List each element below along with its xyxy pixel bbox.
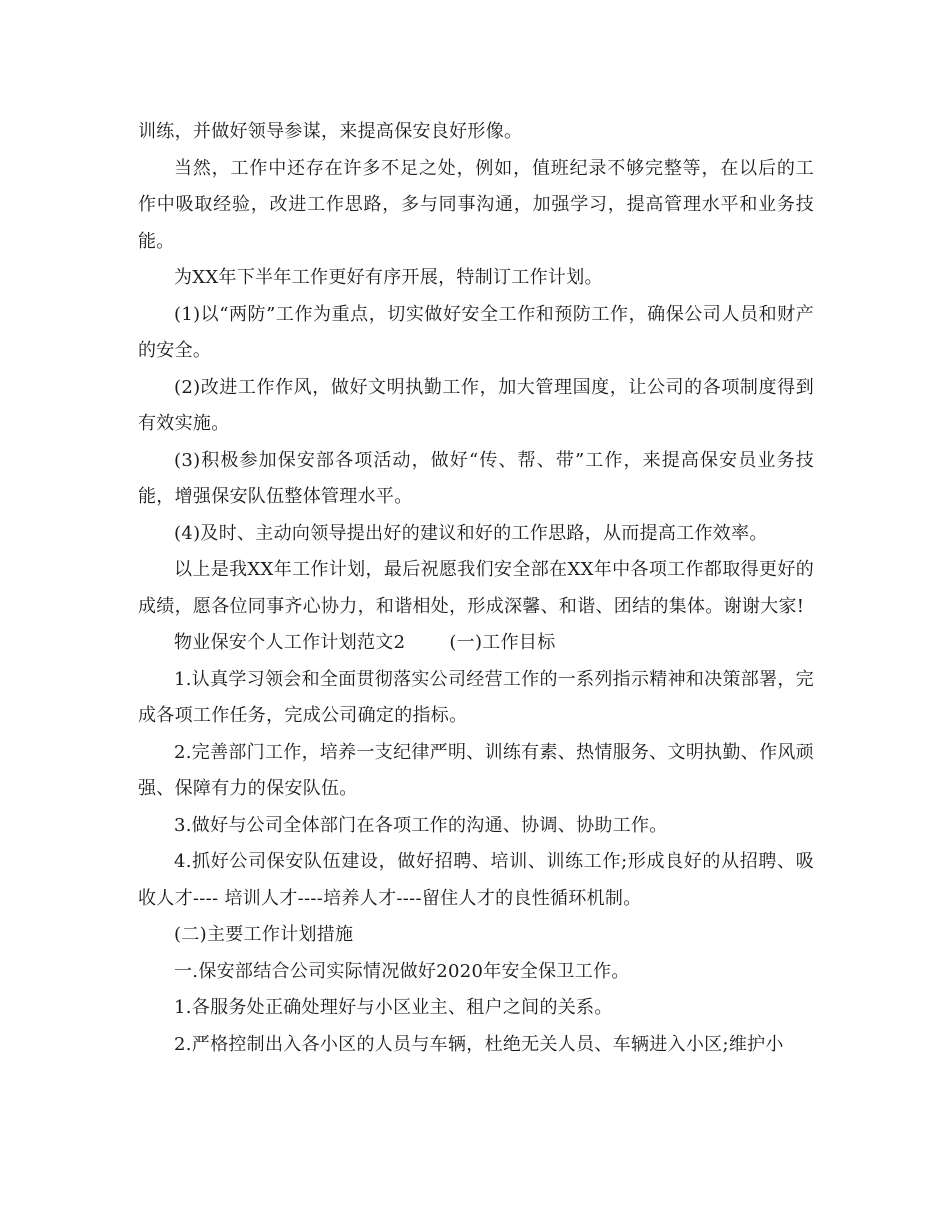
paragraph-9: 1.认真学习领会和全面贯彻落实公司经营工作的一系列指示精神和决策部署，完成各项工作任务，完成公司确定的指标。 — [138, 668, 814, 726]
paragraph-10: 2.完善部门工作，培养一支纪律严明、训练有素、热情服务、文明执勤、作风顽强、保障有力的保安队伍。 — [138, 741, 814, 799]
paragraph-13: (二)主要工作计划措施 — [174, 924, 354, 945]
paragraph-3: 为XX年下半年工作更好有序开展，特制订工作计划。 — [174, 267, 603, 288]
document-body — [138, 114, 814, 1063]
paragraph-7: (4)及时、主动向领导提出好的建议和好的工作思路，从而提高工作效率。 — [174, 522, 768, 544]
section-title: 物业保安个人工作计划范文2 — [174, 632, 406, 653]
paragraph-14: 一.保安部结合公司实际情况做好2020年安全保卫工作。 — [174, 960, 630, 982]
paragraph-16: 2.严格控制出入各小区的人员与车辆，杜绝无关人员、车辆进入小区;维护小 — [174, 1033, 784, 1055]
section-heading-line — [138, 625, 814, 662]
paragraph-4: (1)以“两防”工作为重点，切实做好安全工作和预防工作，确保公司人员和财产的安全。 — [138, 303, 814, 361]
paragraph-2: 当然，工作中还存在许多不足之处，例如，值班纪录不够完整等，在以后的工作中吸取经验，改进工作思路，多与同事沟通，加强学习，提高管理水平和业务技能。 — [138, 157, 814, 252]
paragraph-1: 训练，并做好领导参谋，来提高保安良好形像。 — [138, 121, 523, 142]
paragraph-6: (3)积极参加保安部各项活动，做好“传、帮、带”工作，来提高保安员业务技能，增强保安队伍整体管理水平。 — [138, 449, 814, 507]
paragraph-12: 4.抓好公司保安队伍建设，做好招聘、培训、训练工作;形成良好的从招聘、吸收人才---- 培训人才----培养人才----留住人才的良性循环机制。 — [138, 851, 814, 909]
section-subtitle: (一)工作目标 — [449, 632, 556, 653]
paragraph-5: (2)改进工作作风，做好文明执勤工作，加大管理国度，让公司的各项制度得到有效实施。 — [138, 376, 814, 434]
paragraph-15: 1.各服务处正确处理好与小区业主、租户之间的关系。 — [174, 997, 613, 1018]
paragraph-8: 以上是我XX年工作计划，最后祝愿我们安全部在XX年中各项工作都取得更好的成绩，愿各位同事齐心协力，和谐相处，形成深馨、和谐、团结的集体。谢谢大家! — [138, 559, 814, 617]
paragraph-11: 3.做好与公司全体部门在各项工作的沟通、协调、协助工作。 — [174, 814, 668, 836]
